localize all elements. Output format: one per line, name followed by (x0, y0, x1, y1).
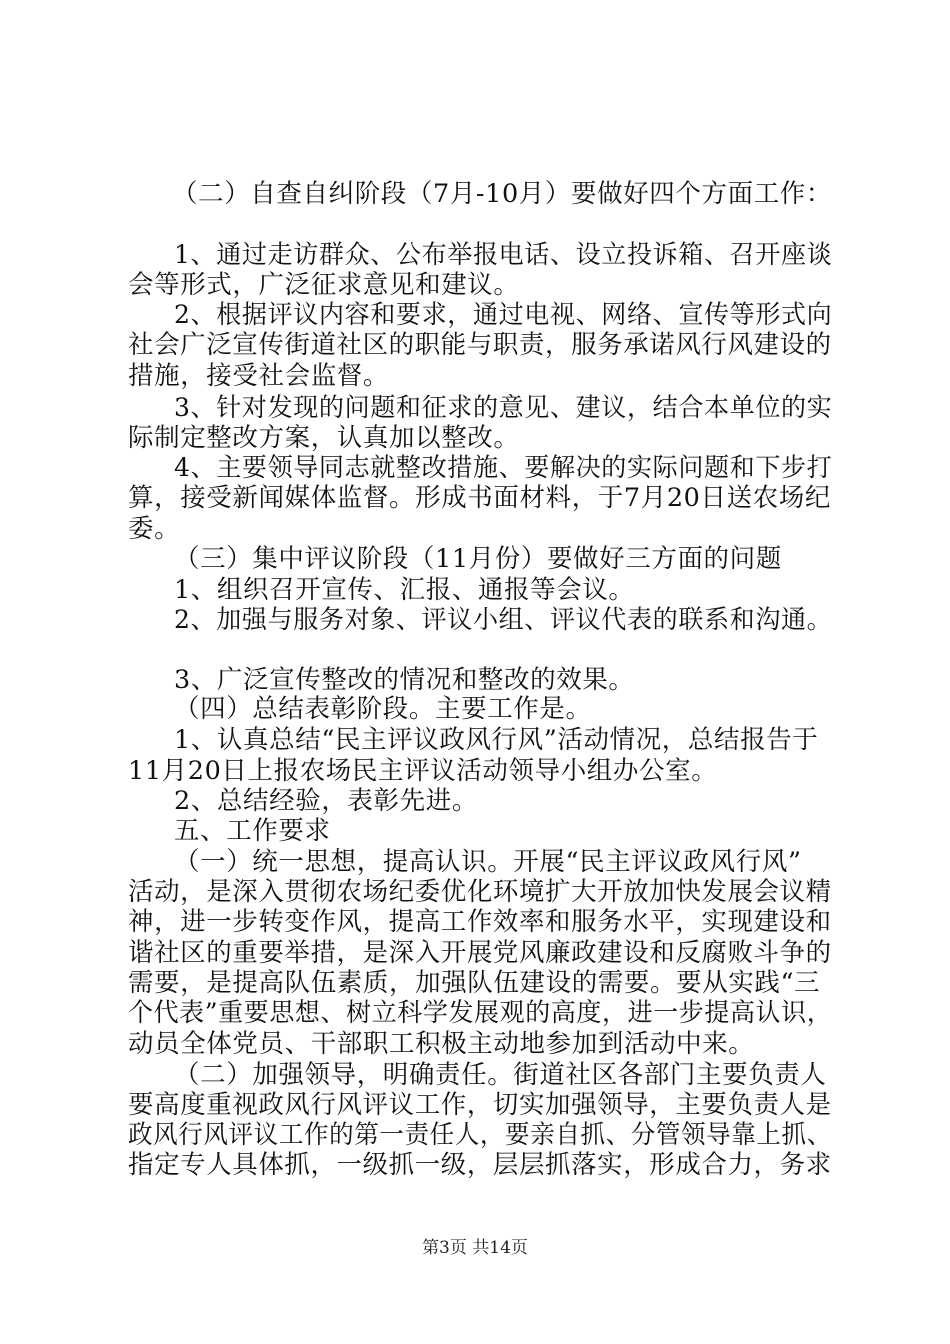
paragraph-line: 1、组织召开宣传、汇报、通报等会议。 (174, 575, 635, 605)
paragraph-line: 要高度重视政风行风评议工作，切实加强领导，主要负责人是 (128, 1090, 832, 1120)
paragraph-line: （二）加强领导，明确责任。街道社区各部门主要负责人 (174, 1060, 827, 1090)
paragraph-line: 2、加强与服务对象、评议小组、评议代表的联系和沟通。 (174, 605, 833, 635)
paragraph-line: 4、主要领导同志就整改措施、要解决的实际问题和下步打 (174, 453, 833, 483)
section-heading-review: （三）集中评议阶段（11月份）要做好三方面的问题 (174, 544, 782, 574)
paragraph-line: 动员全体党员、干部职工积极主动地参加到活动中来。 (128, 1029, 755, 1059)
section-heading-self-check: （二）自查自纠阶段（7月-10月）要做好四个方面工作： (172, 179, 832, 209)
paragraph-line: 3、广泛宣传整改的情况和整改的效果。 (174, 665, 635, 695)
paragraph-line: 2、总结经验，表彰先进。 (174, 786, 478, 816)
paragraph-line: 会等形式，广泛征求意见和建议。 (128, 270, 520, 300)
paragraph-line: 11月20日上报农场民主评议活动领导小组办公室。 (128, 756, 718, 786)
paragraph-line: 个代表”重要思想、树立科学发展观的高度，进一步提高认识， (128, 998, 833, 1028)
paragraph-line: 算，接受新闻媒体监督。形成书面材料，于7月20日送农场纪 (128, 483, 831, 513)
paragraph-line: 活动，是深入贯彻农场纪委优化环境扩大开放加快发展会议精 (128, 877, 832, 907)
section-heading-requirements: 五、工作要求 (174, 816, 331, 846)
paragraph-line: 政风行风评议工作的第一责任人，要亲自抓、分管领导靠上抓、 (128, 1120, 832, 1150)
paragraph-line: 措施，接受社会监督。 (128, 361, 390, 391)
section-heading-summary: （四）总结表彰阶段。主要工作是。 (174, 694, 592, 724)
paragraph-line: 谐社区的重要举措，是深入开展党风廉政建设和反腐败斗争的 (128, 938, 832, 968)
paragraph-line: 1、认真总结“民主评议政风行风”活动情况，总结报告于 (174, 725, 819, 755)
paragraph-line: 际制定整改方案，认真加以整改。 (128, 423, 520, 453)
paragraph-line: 社会广泛宣传街道社区的职能与职责，服务承诺风行风建设的 (128, 330, 832, 360)
paragraph-line: 需要，是提高队伍素质，加强队伍建设的需要。要从实践“三 (128, 968, 821, 998)
paragraph-line: 3、针对发现的问题和征求的意见、建议，结合本单位的实 (174, 393, 833, 423)
paragraph-line: （一）统一思想，提高认识。开展“民主评议政风行风” (174, 847, 802, 877)
page-number-footer: 第3页 共14页 (422, 1238, 528, 1258)
paragraph-line: 神，进一步转变作风，提高工作效率和服务水平，实现建设和 (128, 907, 832, 937)
paragraph-line: 2、根据评议内容和要求，通过电视、网络、宣传等形式向 (174, 300, 833, 330)
paragraph-line: 1、通过走访群众、公布举报电话、设立投诉箱、召开座谈 (174, 240, 833, 270)
paragraph-line: 委。 (128, 514, 181, 544)
paragraph-line: 指定专人具体抓，一级抓一级，层层抓落实，形成合力，务求 (128, 1150, 832, 1180)
